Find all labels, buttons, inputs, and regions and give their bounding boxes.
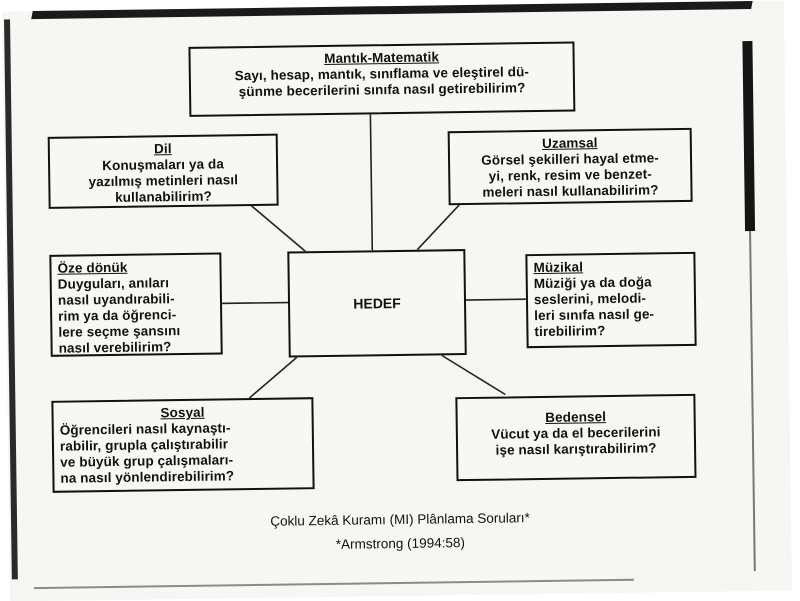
box-title: Mantık-Matematik (324, 49, 440, 66)
connector-mantik (370, 114, 372, 250)
box-bedensel (455, 394, 696, 481)
box-title: Dil (153, 141, 172, 157)
connector-bedensel (442, 355, 506, 396)
box-title: Öze dönük (57, 259, 128, 276)
box-text: Sayı, hesap, mantık, sınıflama ve eleştirel dü- şünme becerilerini sınıfa nasıl getirebilirim? (234, 64, 530, 100)
box-oze-donuk (49, 252, 222, 356)
box-title: Bedensel (545, 409, 607, 425)
connector-oze-donuk (220, 303, 288, 304)
box-title: Müzikal (533, 259, 584, 276)
box-text: Duyguları, anıları nasıl uyandırabili- rim ya da öğrenci- lere seçme şansını nasıl verebilirim? (57, 275, 181, 356)
box-text: Öğrencileri nasıl kaynaştı- rabilir, grupla çalıştırabilir ve büyük grup çalışmaları- na nasıl yönlendirebilirim? (59, 420, 235, 486)
box-text: Müziği ya da doğa seslerini, melodi- leri sınıfa nasıl ge- tirebilirim? (533, 274, 655, 340)
hub-box (287, 249, 466, 357)
box-muzikal (525, 252, 696, 348)
connector-muzikal (464, 299, 526, 300)
figure-caption: Çoklu Zekâ Kuramı (MI) Plânlama Soruları* (270, 510, 530, 529)
connector-sosyal (249, 357, 298, 398)
box-title: Sosyal (160, 404, 205, 421)
box-mantik-matematik (188, 41, 575, 116)
box-sosyal (51, 397, 314, 493)
box-title: Uzamsal (541, 135, 598, 151)
scanned-page (2, 1, 792, 601)
hub-label: HEDEF (353, 294, 401, 312)
box-text: Vücut ya da el becerilerini işe nasıl karıştırabilirim? (491, 424, 661, 458)
box-uzamsal (448, 128, 693, 205)
box-text: Konuşmaları ya da yazılmış metinleri nasıl kullanabilirim? (88, 156, 239, 205)
box-text: Görsel şekilleri hayal etme- yi, renk, resim ve benzet- meleri nasıl kullanabilirim? (481, 150, 659, 200)
box-dil (48, 134, 279, 209)
figure-source: *Armstrong (1994:58) (335, 535, 466, 552)
